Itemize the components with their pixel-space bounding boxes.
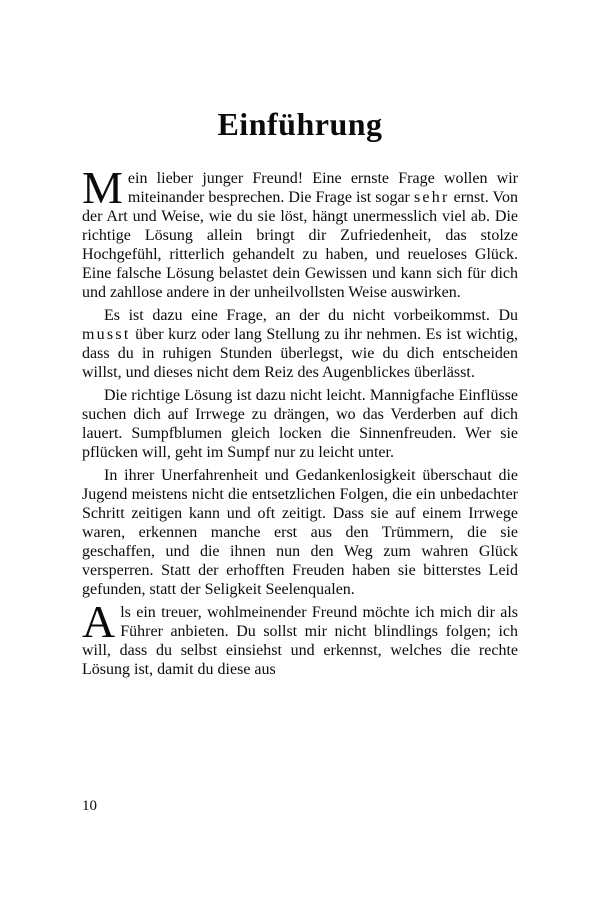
paragraph — [82, 386, 518, 462]
drop-cap: A — [82, 596, 116, 647]
emphasized-word: sehr — [413, 189, 450, 206]
text-segment: ls ein treuer, wohlmeinender Freund möchte ich mich dir als Führer anbieten. Du sollst mir nicht blindlings folgen; ich will, dass du selbst einsiehst und erkennst, welches die rechte Lösung ist, damit du diese aus — [82, 604, 518, 678]
text-segment: über kurz oder lang Stellung zu ihr nehmen. Es ist wichtig, dass du in ruhigen Stunden überlegst, wie du dich entscheiden willst, und dieses nicht dem Reiz des Augenblickes überlässt. — [82, 326, 518, 381]
drop-cap: M — [82, 162, 123, 213]
text-segment: In ihrer Unerfahrenheit und Gedankenlosigkeit überschaut die Jugend meistens nicht die entsetzlichen Folgen, die ein unbedachter Schritt zeitigen kann und oft zeitigt. Dass sie auf einem Irrwege waren, erkennen manche erst aus den Trümmern, die sie geschaffen, und die ihnen nun den Weg zum wahren Glück versperren. Statt der erhofften Freuden haben sie bitterstes Leid gefunden, statt der Seligkeit Seelenqualen. — [82, 467, 518, 598]
emphasized-word: musst — [82, 326, 131, 343]
paragraph — [82, 466, 518, 599]
paragraph — [82, 162, 518, 302]
page-number: 10 — [82, 798, 97, 814]
paragraph — [82, 306, 518, 382]
text-segment: ernst. Von der Art und Weise, wie du sie löst, hängt unermesslich viel ab. Die richtige Lösung allein bringt dir Zufriedenheit, das stolze Hochgefühl, ritterlich gehandelt zu haben, und reueloses Glück. Eine falsche Lösung belastet dein Gewissen und kann sich für dich und zahllose andere in der unheilvollsten Weise auswirken. — [82, 189, 518, 301]
text-segment: ein lieber junger Freund! Eine ernste Frage wollen wir miteinander besprechen. Die Frage ist sogar — [127, 170, 518, 206]
text-block — [82, 162, 518, 679]
chapter-title: Einführung — [217, 106, 383, 142]
page-footer — [82, 797, 97, 815]
text-segment: Die richtige Lösung ist dazu nicht leicht. Mannigfache Einflüsse suchen dich auf Irrwege zu drängen, wo das Verderben auf dich lauert. Sumpfblumen gleich locken die Sinnenfreuden. Wer sie pflücken will, geht im Sumpf nur zu leicht unter. — [82, 387, 518, 461]
text-segment: Es ist dazu eine Frage, an der du nicht vorbeikommst. Du — [104, 307, 518, 324]
paragraph — [82, 596, 518, 679]
